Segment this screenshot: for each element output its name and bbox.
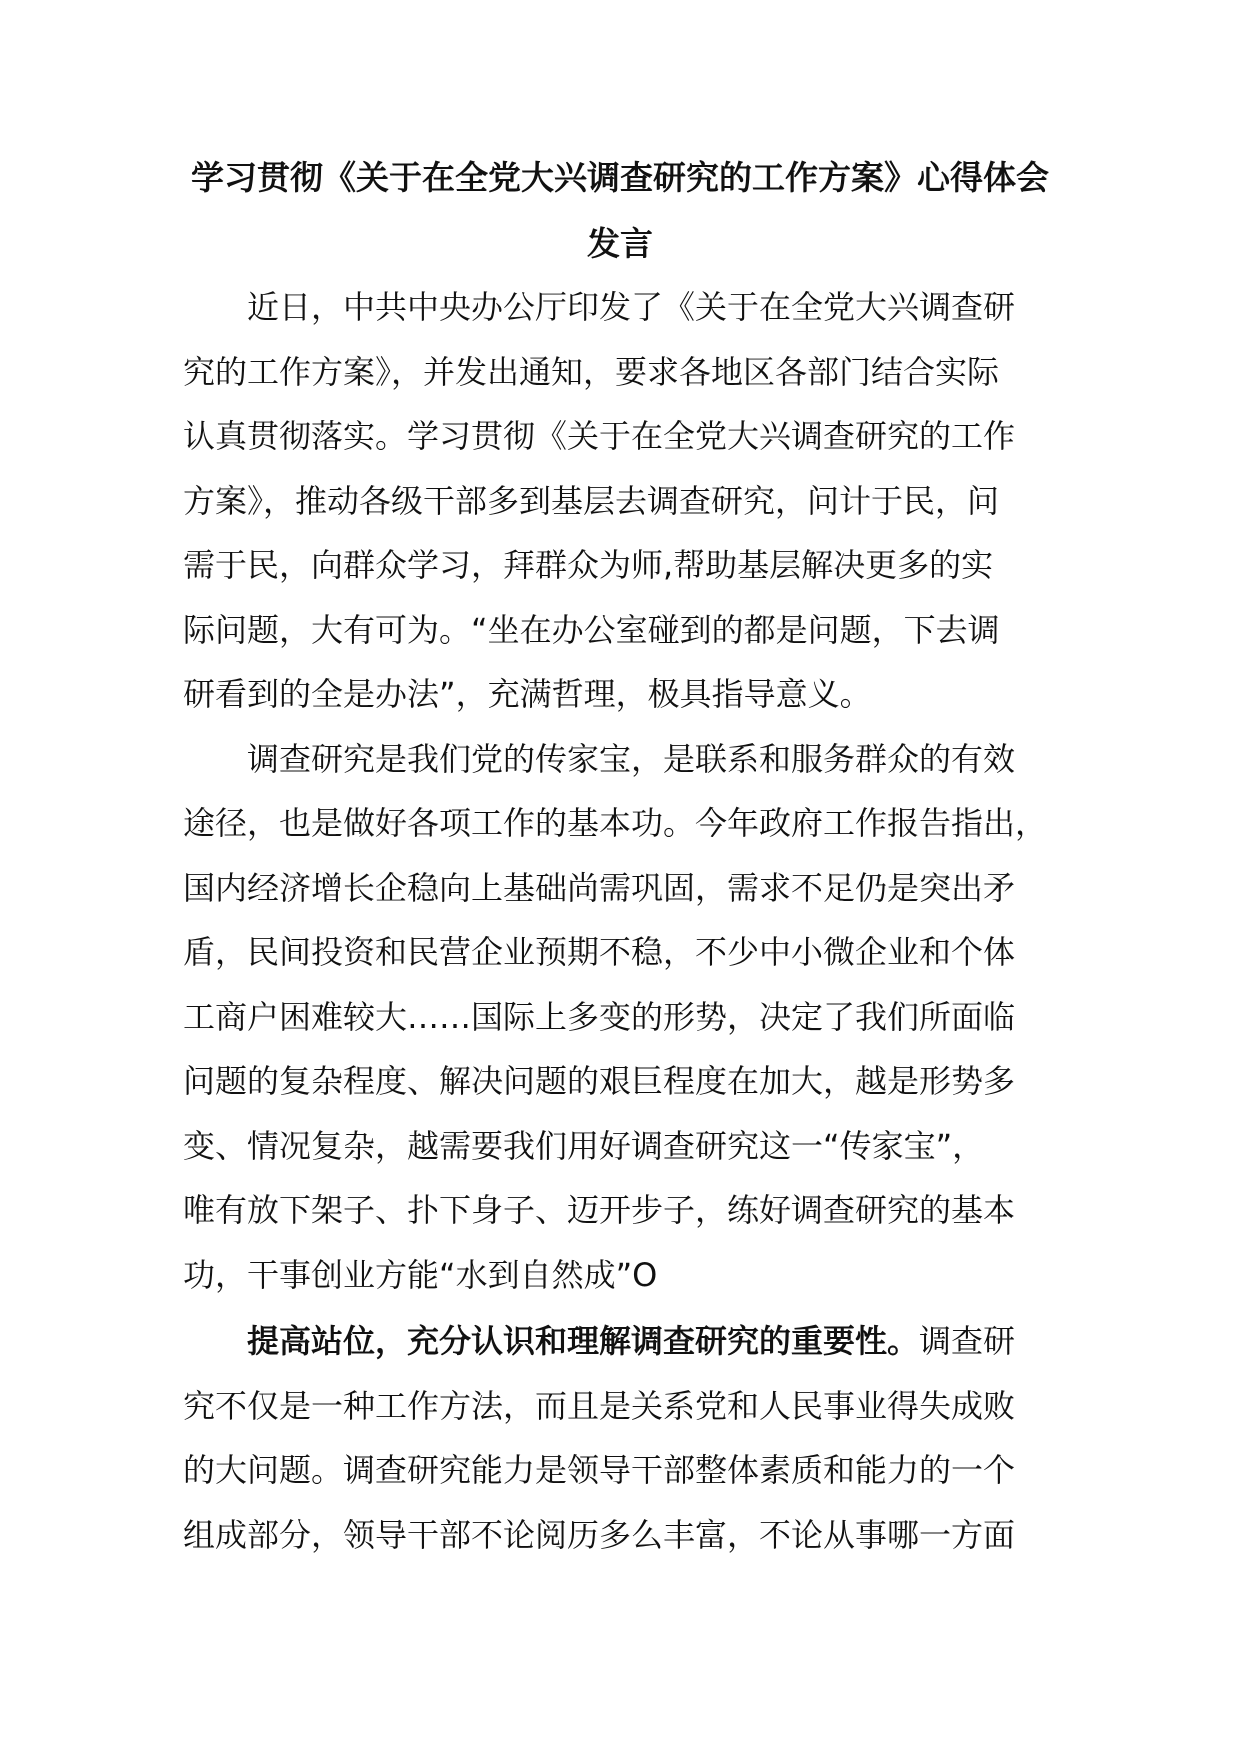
paragraph-line: 唯有放下架子、扑下身子、迈开步子，练好调查研究的基本 <box>183 1191 1016 1229</box>
document-title <box>150 145 1090 277</box>
paragraph-line: 的大问题。调查研究能力是领导干部整体素质和能力的一个 <box>183 1451 1016 1489</box>
paragraph-line: 变、情况复杂，越需要我们用好调查研究这一“传家宝”， <box>183 1126 985 1165</box>
paragraph-line: 究的工作方案》，并发出通知，要求各地区各部门结合实际 <box>183 352 1000 391</box>
paragraph-line <box>183 1309 1083 1374</box>
document-title-line-1: 学习贯彻《关于在全党大兴调查研究的工作方案》心得体会 <box>191 158 1049 197</box>
paragraph-line: 调查研究是我们党的传家宝，是联系和服务群众的有效 <box>247 739 1016 778</box>
paragraph-line: 际问题，大有可为。“坐在办公室碰到的都是问题，下去调 <box>183 610 1000 649</box>
lead-line-remainder: 调查研 <box>919 1322 1016 1360</box>
paragraph-line: 途径，也是做好各项工作的基本功。今年政府工作报告指出， <box>183 804 1048 842</box>
paragraph-1 <box>183 275 1083 727</box>
paragraph-line: 认真贯彻落实。学习贯彻《关于在全党大兴调查研究的工作 <box>183 417 1016 455</box>
paragraph-line: 近日，中共中央办公厅印发了《关于在全党大兴调查研 <box>247 288 1016 326</box>
paragraph-line: 需于民，向群众学习，拜群众为师,帮助基层解决更多的实 <box>183 546 994 584</box>
paragraph-line: 功，干事创业方能“水到自然成”O <box>183 1255 658 1294</box>
document-body <box>183 275 1083 1567</box>
paragraph-line: 研看到的全是办法”，充满哲理，极具指导意义。 <box>183 675 872 713</box>
paragraph-line: 盾，民间投资和民营企业预期不稳，不少中小微企业和个体 <box>183 933 1016 971</box>
paragraph-3 <box>183 1309 1083 1567</box>
bold-lead-sentence: 提高站位，充分认识和理解调查研究的重要性。 <box>247 1322 920 1360</box>
paragraph-line: 方案》，推动各级干部多到基层去调查研究，问计于民，问 <box>183 481 1000 520</box>
paragraph-line: 问题的复杂程度、解决问题的艰巨程度在加大，越是形势多 <box>183 1062 1016 1100</box>
paragraph-line: 工商户困难较大……国际上多变的形势，决定了我们所面临 <box>183 997 1016 1036</box>
document-title-line-2: 发言 <box>587 224 653 263</box>
paragraph-line: 组成部分，领导干部不论阅历多么丰富，不论从事哪一方面 <box>183 1515 1016 1554</box>
paragraph-line: 国内经济增长企稳向上基础尚需巩固，需求不足仍是突出矛 <box>183 868 1016 907</box>
paragraph-2 <box>183 727 1083 1308</box>
paragraph-line: 究不仅是一种工作方法，而且是关系党和人民事业得失成败 <box>183 1386 1016 1425</box>
